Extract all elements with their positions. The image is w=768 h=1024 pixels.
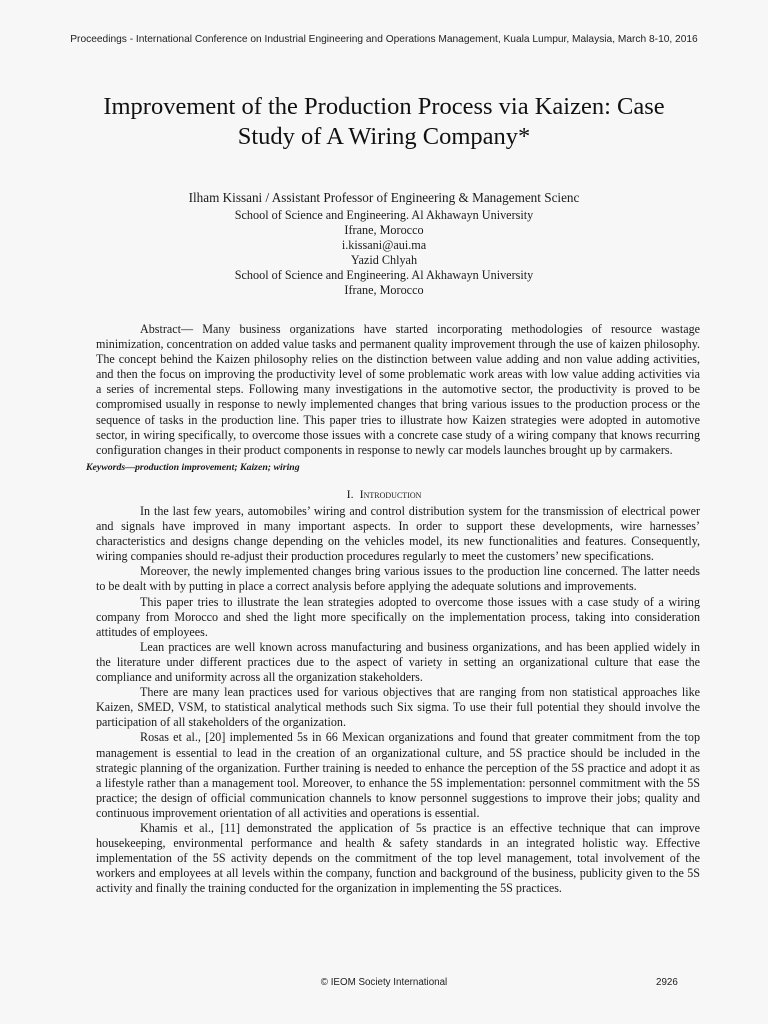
paragraph: Khamis et al., [11] demonstrated the application of 5s practice is an effective technique that can improve housekeeping, environmental performance and health & safety standards in an integrated holistic way. Effective implementation of the 5S activity depends on the commitment of the top level management, total involvement of the workers and employees at all levels within the company, function and background of the business, publicity given to the 5S activity and finally the training conducted for the organization in implementing the 5S practices. bbox=[96, 820, 700, 896]
body-text bbox=[96, 504, 700, 896]
running-header: Proceedings - International Conference on Industrial Engineering and Operations Management, Kuala Lumpur, Malaysia, March 8-10, 2016 bbox=[70, 34, 698, 45]
paragraph: Moreover, the newly implemented changes bring various issues to the production line concerned. The latter needs to be dealt with by putting in place a correct analysis before applying the adequate solutions and improvements. bbox=[96, 564, 700, 594]
copyright-notice: © IEOM Society International bbox=[320, 977, 448, 988]
paragraph: Rosas et al., [20] implemented 5s in 66 Mexican organizations and found that greater commitment from the top management is essential to lead in the creation of an organizational culture, and 5S practice should be included in the strategic planning of the organization. Further training is needed to enhance the perception of the 5S practice and adopt it as a lifestyle rather than a management tool. Moreover, to enhance the 5S implementation: personnel commitment with the 5S practice; the design of official communication channels to know personnel suggestions to improve their jobs; quality and continuous improvement orientation of all activities and operations is essential. bbox=[96, 730, 700, 820]
keywords: Keywords—production improvement; Kaizen; wiring bbox=[86, 462, 300, 473]
paragraph: There are many lean practices used for various objectives that are ranging from non statistical approaches like Kaizen, SMED, VSM, to statistical analytical methods such Six sigma. To use their full potential they should involve the participation of all stakeholders of the organization. bbox=[96, 685, 700, 730]
paragraph: In the last few years, automobiles’ wiring and control distribution system for the transmission of electrical power and signals have improved in many important aspects. In order to support these developments, wire harnesses’ characteristics and designs change depending on the vehicles model, its new functionalities and features. Consequently, wiring companies should re-adjust their production procedures regularly to meet the customers’ new specifications. bbox=[96, 504, 700, 564]
author-affiliation: School of Science and Engineering. Al Akhawayn University bbox=[234, 208, 534, 222]
section-title: Introduction bbox=[359, 487, 422, 501]
author-location: Ifrane, Morocco bbox=[344, 223, 424, 237]
paper-title: Improvement of the Production Process via Kaizen: Case Study of A Wiring Company* bbox=[103, 93, 665, 150]
coauthor-location: Ifrane, Morocco bbox=[344, 283, 424, 297]
page-number: 2926 bbox=[656, 977, 678, 988]
paragraph: Lean practices are well known across manufacturing and business organizations, and has been applied widely in the literature under different practices due to the aspect of variety in setting an organizational culture that ease the compliance and uniformity across all the organization stakeholders. bbox=[96, 639, 700, 685]
author-name-line: Ilham Kissani / Assistant Professor of Engineering & Management Scienc bbox=[188, 190, 580, 205]
author-email: i.kissani@aui.ma bbox=[341, 238, 427, 252]
abstract-text: Abstract— Many business organizations have started incorporating methodologies of resource wastage minimization, concentration on added value tasks and permanent quality improvement through the use of kaizen philosophy. The concept behind the Kaizen philosophy relies on the distinction between value adding and non value adding activities, and then the focus on improving the productivity level of some problematic work areas with low value adding activities via a series of incremental steps. Following many investigations in the automotive sector, the productivity is proved to be compromised usually in response to newly implemented changes that bring various issues to the production process or the sequence of tasks in the production line. This paper tries to illustrate how Kaizen strategies were adopted in automotive sector, in wiring specifically, to overcome those issues with a concrete case study of a wiring company that knows recurring configuration changes in their product components in response to newly car models launches brought up by carmakers. bbox=[96, 322, 700, 457]
abstract bbox=[96, 322, 700, 458]
section-number: I. bbox=[346, 487, 354, 501]
author-block bbox=[0, 190, 768, 298]
paragraph: This paper tries to illustrate the lean strategies adopted to overcome those issues with a case study of a wiring company from Morocco and shed the light more specifically on the implementation process, taking into consideration attitudes of employees. bbox=[96, 594, 700, 639]
coauthor-affiliation: School of Science and Engineering. Al Akhawayn University bbox=[234, 268, 534, 282]
section-heading bbox=[0, 487, 768, 502]
coauthor-name: Yazid Chlyah bbox=[350, 253, 418, 267]
